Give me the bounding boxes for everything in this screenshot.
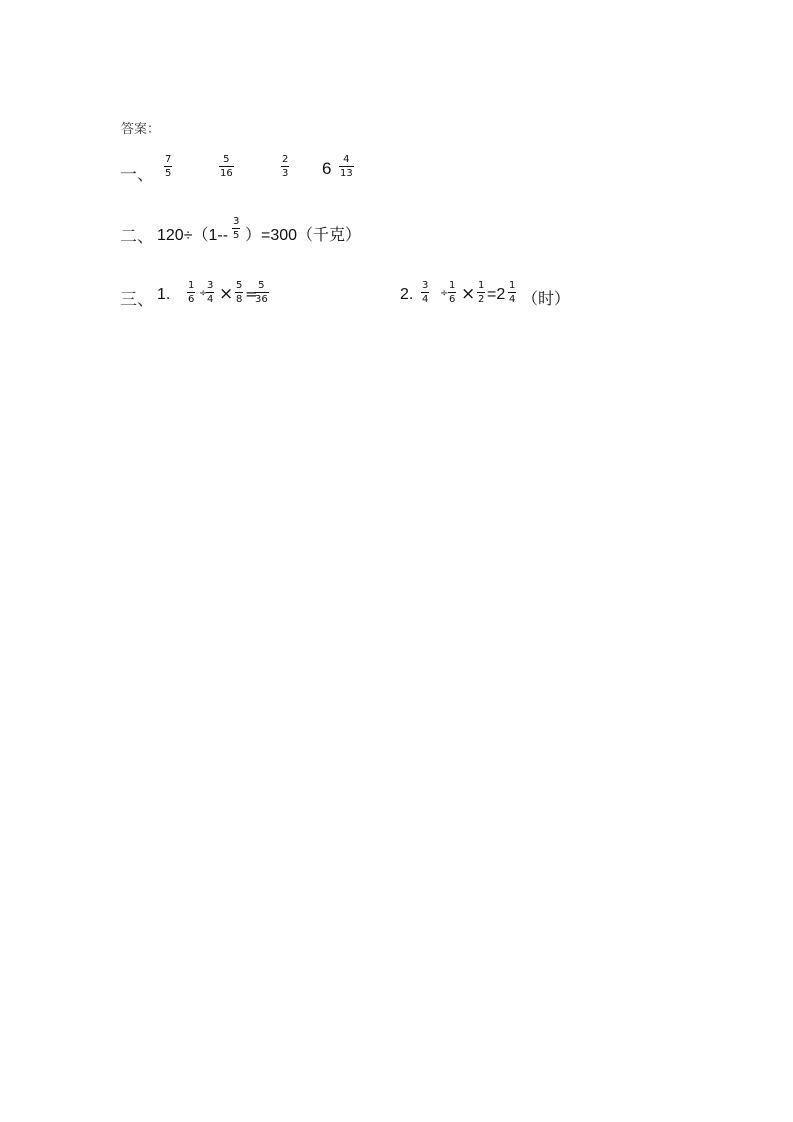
numerator: 1 — [449, 280, 456, 291]
denominator: 3 — [282, 168, 289, 179]
numerator: 2 — [282, 154, 289, 165]
numerator: 4 — [343, 154, 350, 165]
numerator: 5 — [258, 280, 265, 291]
q1-mixed-whole: 6 — [322, 159, 332, 178]
denominator: 6 — [188, 294, 195, 305]
q2-expression-pre: 120÷（1-- — [157, 227, 229, 244]
q1-answer-2 — [219, 154, 234, 180]
denominator: 4 — [207, 294, 214, 305]
q3-part2-fraction-1 — [421, 280, 429, 306]
q3-part1-times: × — [219, 284, 234, 304]
numerator: 1 — [478, 280, 485, 291]
denominator: 8 — [236, 294, 243, 305]
q3-label: 三、 — [120, 290, 154, 310]
q3-part1-fraction-3 — [235, 280, 243, 306]
denominator: 4 — [509, 294, 516, 305]
numerator: 1 — [509, 280, 516, 291]
q3-part2-unit: （时） — [522, 291, 571, 308]
answer-title: 答案： — [121, 122, 161, 137]
numerator: 7 — [165, 154, 172, 165]
numerator: 3 — [207, 280, 214, 291]
q1-answer-1 — [164, 154, 172, 180]
q3-part2-fraction-3 — [477, 280, 485, 306]
q3-part1-fraction-1 — [187, 280, 195, 306]
q3-part1-equals: = — [245, 285, 258, 303]
q1-label: 一、 — [120, 165, 154, 185]
q2-expression-post: ）=300（千克） — [245, 227, 362, 244]
q3-part1-divide: ÷ — [199, 288, 208, 299]
q3-part1-fraction-4 — [254, 280, 269, 306]
q3-part2-fraction-4 — [508, 280, 516, 306]
q3-part1-fraction-2 — [206, 280, 214, 306]
q3-part1-number: 1. — [157, 286, 171, 303]
numerator: 3 — [422, 280, 429, 291]
q3-part2-fraction-2 — [448, 280, 456, 306]
denominator: 2 — [478, 294, 485, 305]
denominator: 16 — [220, 168, 233, 179]
denominator: 36 — [255, 294, 268, 305]
q2-fraction — [232, 216, 240, 242]
numerator: 3 — [233, 216, 240, 227]
q1-mixed-fraction — [339, 154, 354, 180]
numerator: 5 — [236, 280, 243, 291]
numerator: 1 — [188, 280, 195, 291]
q3-part2-number: 2. — [400, 286, 414, 303]
denominator: 5 — [165, 168, 172, 179]
q3-part2-times: × — [461, 284, 476, 304]
q3-part2-divide: ÷ — [440, 288, 449, 299]
q2-label: 二、 — [120, 227, 154, 247]
denominator: 5 — [233, 230, 240, 241]
denominator: 13 — [340, 168, 353, 179]
denominator: 4 — [422, 294, 429, 305]
numerator: 5 — [223, 154, 230, 165]
q3-part2-equals: =2 — [487, 286, 506, 303]
q1-answer-3 — [281, 154, 289, 180]
denominator: 6 — [449, 294, 456, 305]
